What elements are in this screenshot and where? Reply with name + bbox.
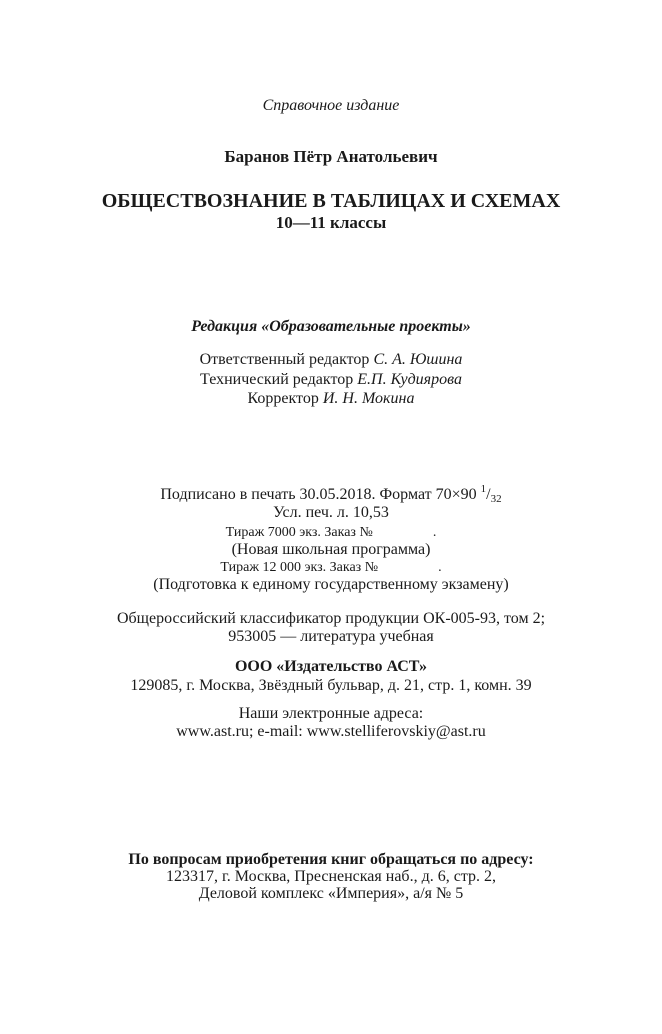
purchase-address-line-2: Деловой комплекс «Империя», а/я № 5 [198,885,464,902]
signed-text: Подписано в печать 30.05.2018. Формат 70×90 [160,486,477,503]
program-2: (Подготовка к единому государственному экзамену) [153,576,509,593]
print-run-2-end: . [438,560,442,575]
edition-label: Редакция «Образовательные проекты» [191,318,471,335]
responsible-editor [0,350,662,370]
author-name: Баранов Пётр Анатольевич [224,147,438,166]
program-1: (Новая школьная программа) [231,541,431,558]
corrector [0,389,662,409]
technical-editor [0,370,662,390]
purchase-heading: По вопросам приобретения книг обращаться по адресу: [128,851,534,868]
series-label: Справочное издание [262,97,400,114]
publisher-name: ООО «Издательство АСТ» [234,658,428,675]
format-denominator: 32 [490,493,502,505]
corrector-label: Корректор [247,390,319,407]
format-numerator: 1 [480,483,487,495]
web-label: Наши электронные адреса: [238,705,424,722]
print-run-1-text: Тираж 7000 экз. Заказ № [225,525,373,540]
responsible-editor-label: Ответственный редактор [199,351,370,368]
classifier-line-2: 953005 — литература учебная [228,628,434,645]
print-run-2-text: Тираж 12 000 экз. Заказ № [220,560,379,575]
technical-editor-name: Е.П. Кудиярова [357,371,462,388]
purchase-address-line-1: 123317, г. Москва, Пресненская наб., д. 6, стр. 2, [165,868,496,885]
classifier-line-1: Общероссийский классификатор продукции ОК-005-93, том 2; [116,610,546,627]
publisher-address: 129085, г. Москва, Звёздный бульвар, д. 21, стр. 1, комн. 39 [130,677,532,694]
corrector-name: И. Н. Мокина [322,390,415,407]
book-title: ОБЩЕСТВОЗНАНИЕ В ТАБЛИЦАХ И СХЕМАХ [101,190,561,212]
format-separator: / [486,486,491,503]
print-sheets: Усл. печ. л. 10,53 [273,504,389,521]
technical-editor-label: Технический редактор [200,371,354,388]
book-subtitle: 10—11 классы [275,213,387,232]
web-addresses: www.ast.ru; e-mail: www.stelliferovskiy@ast.ru [176,723,486,740]
print-run-1-end: . [432,525,437,540]
responsible-editor-name: С. А. Юшина [373,351,463,368]
